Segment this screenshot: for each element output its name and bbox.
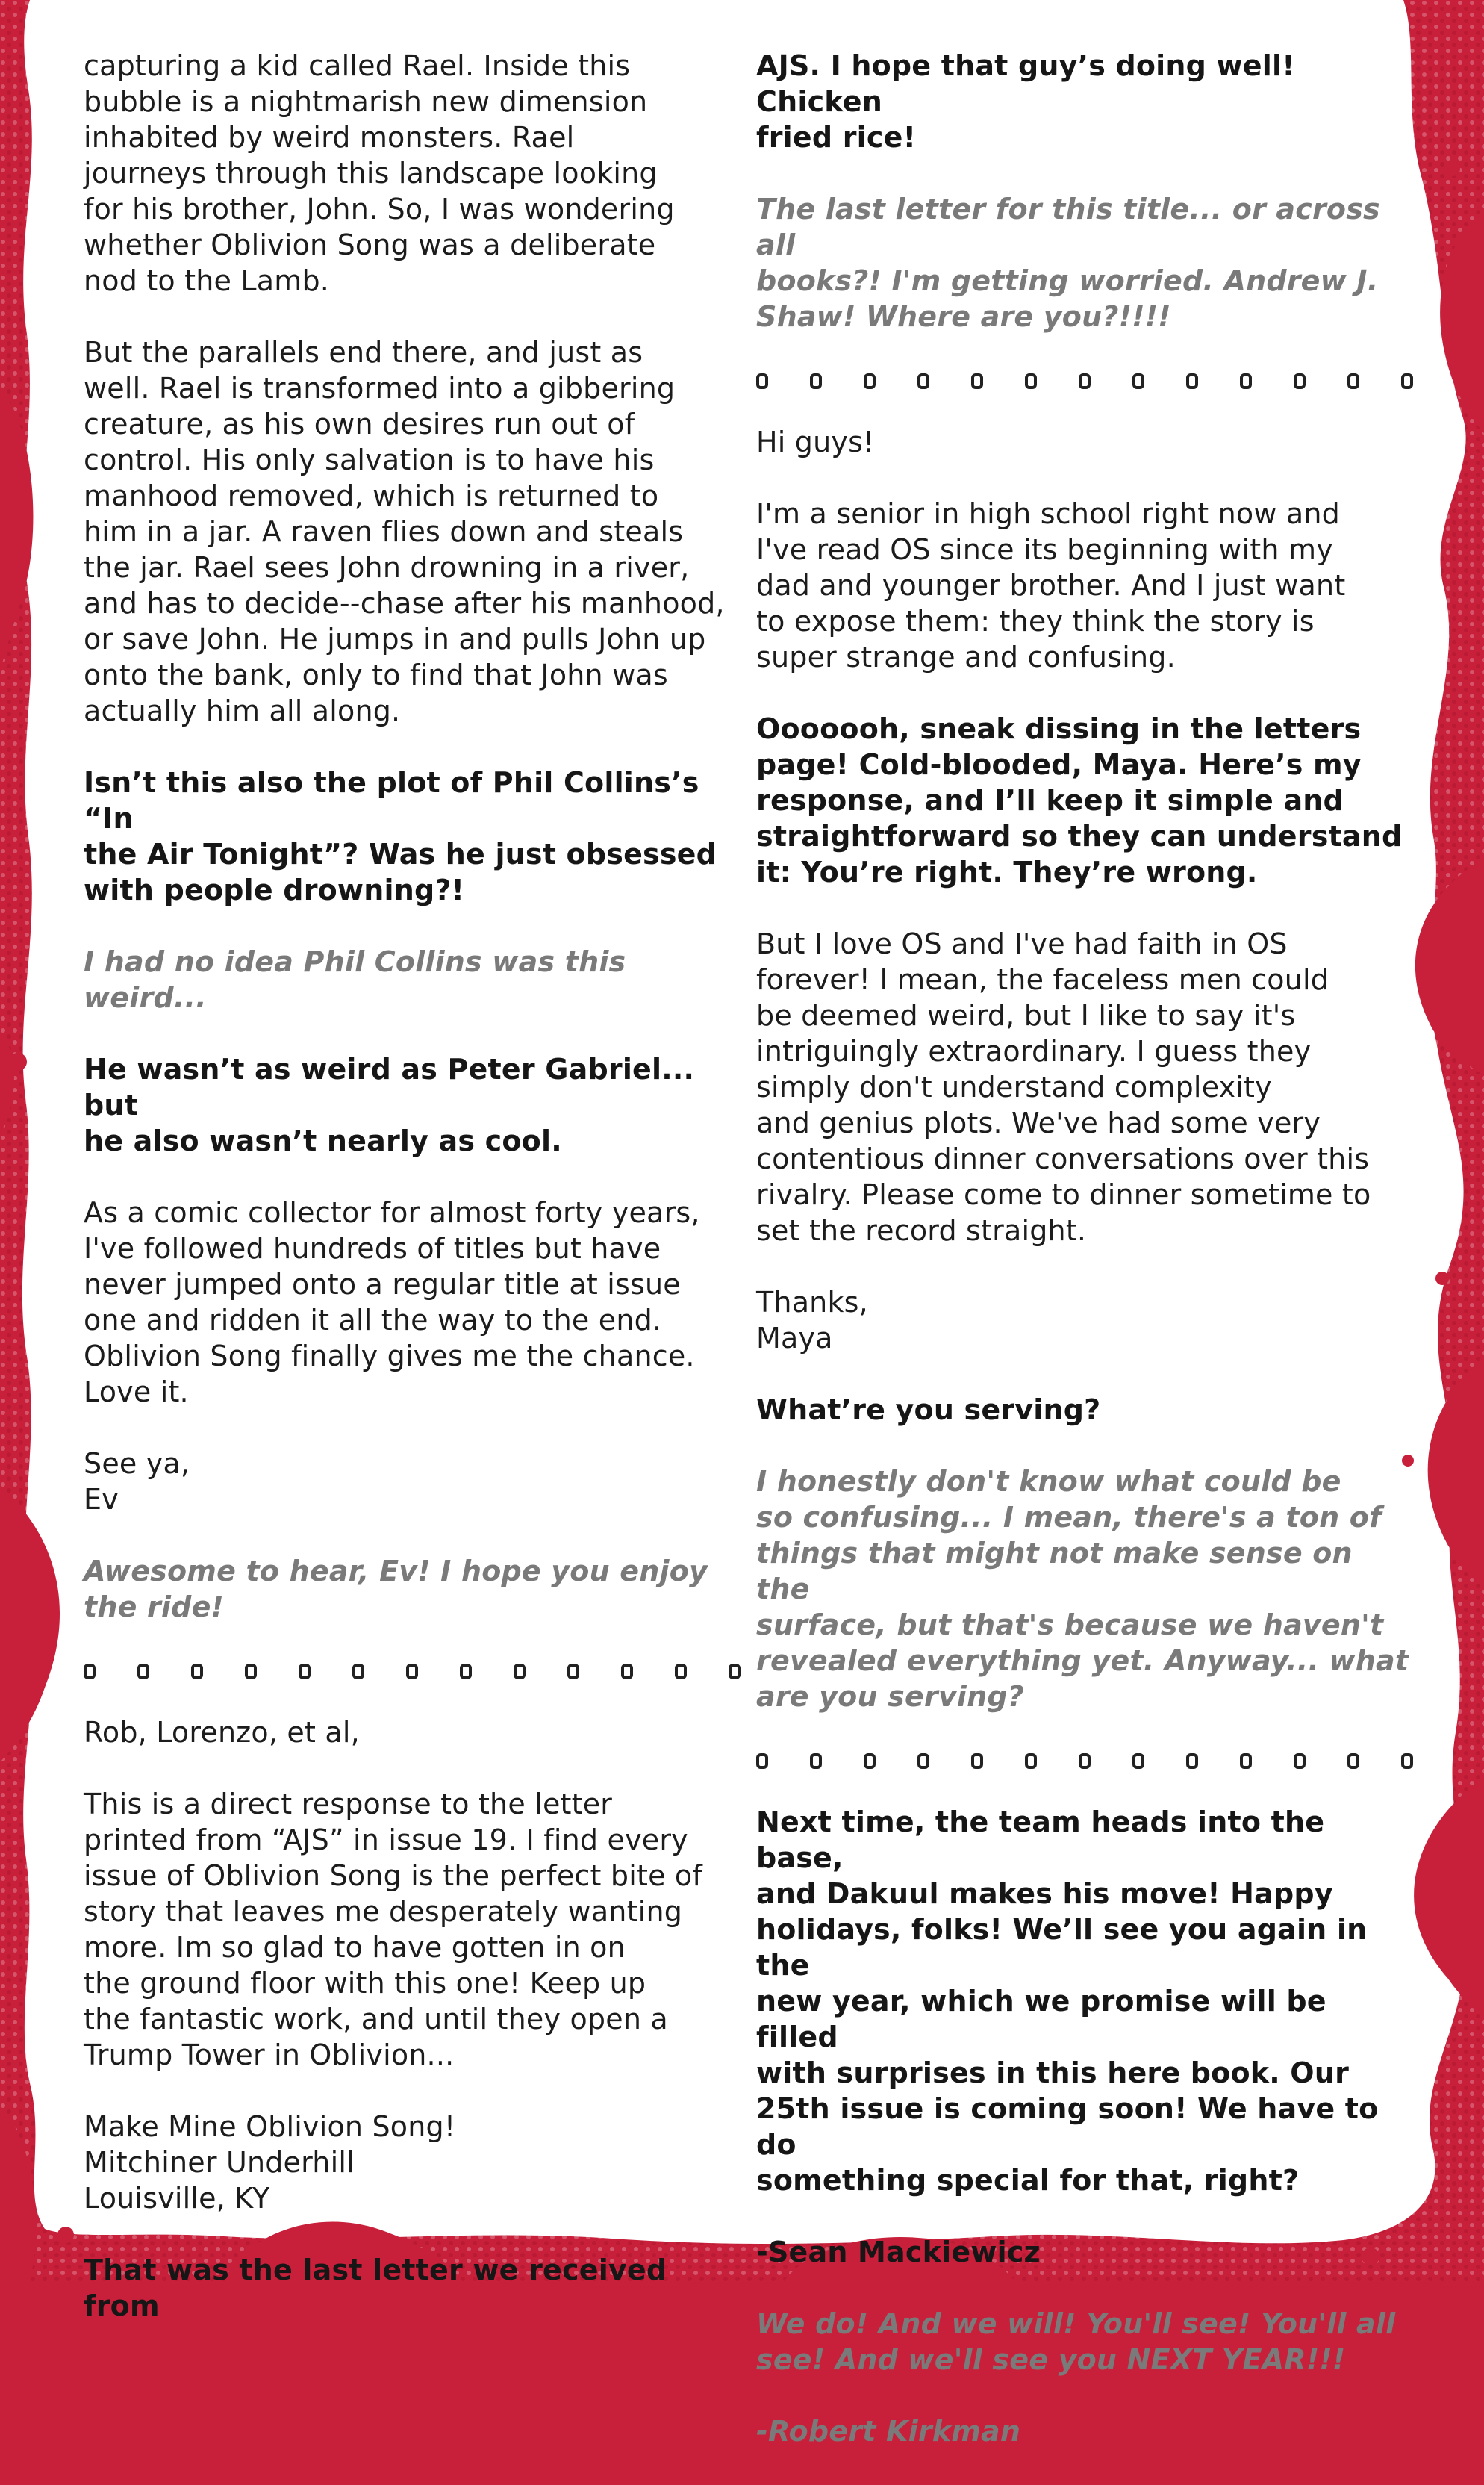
divider-dot [1025,373,1037,389]
divider-dot [1347,1753,1359,1769]
divider-dot [756,1753,768,1769]
letters-column-left [84,48,741,2360]
editor-response: Isn’t this also the plot of Phil Collins’s “In the Air Tonight”? Was he just obsessed with people drowning?! [84,766,717,906]
divider-dot [1079,373,1091,389]
letter-paragraph: But I love OS and I've had faith in OS forever! I mean, the faceless men could be deemed weird, but I like to say it's intriguingly extraordinary. I guess they simply don't understand complexity and genius plots. We've had some very contentious dinner conversations over this rivalry. Please come to dinner sometime to set the record straight. [756,927,1371,1247]
divider-dot [299,1664,311,1679]
editor-aside: The last letter for this title... or across all books?! I'm getting worried. Andrew J. Shaw! Where are you?!!!! [756,193,1380,333]
section-divider [756,370,1413,391]
divider-dot [137,1664,149,1679]
editor-response: Ooooooh, sneak dissing in the letters page! Cold-blooded, Maya. Here’s my response, and I’ll keep it simple and straightforward so they can understand it: You’re right. They’re wrong. [756,712,1403,889]
divider-dot [1294,373,1306,389]
letter-paragraph: Rob, Lorenzo, et al, [84,1716,360,1749]
divider-dot [1347,373,1359,389]
divider-dot [1186,1753,1198,1769]
divider-dot [1240,1753,1252,1769]
letter-paragraph: But the parallels end there, and just as well. Rael is transformed into a gibbering creature, as his own desires run out of control. His only salvation is to have his manhood removed, which is returned to him in a jar. A raven flies down and steals the jar. Rael sees John drowning in a river, and has to decide--chase after his manhood, or save John. He jumps in and pulls John up onto the bank, only to find that John was actually him all along. [84,336,725,727]
divider-dot [621,1664,633,1679]
editor-aside: We do! And we will! You'll see! You'll all see! And we'll see you NEXT YEAR!!! [756,2307,1396,2376]
editor-aside: I honestly don't know what could be so confusing... I mean, there's a ton of things that might not make sense on the surface, but that's because we haven't revealed everything yet. Anyway... what are you serving? [756,1465,1409,1713]
editor-aside: I had no idea Phil Collins was this weird... [84,945,626,1014]
letter-paragraph: Hi guys! [756,426,875,458]
letter-paragraph: See ya, Ev [84,1447,190,1516]
divider-dot [352,1664,364,1679]
letter-paragraph: Make Mine Oblivion Song! Mitchiner Underhill Louisville, KY [84,2110,456,2215]
divider-dot [917,1753,929,1769]
divider-dot [514,1664,526,1679]
editor-aside: Awesome to hear, Ev! I hope you enjoy the ride! [84,1555,708,1623]
divider-dot [1294,1753,1306,1769]
divider-dot [191,1664,203,1679]
divider-dot [460,1664,472,1679]
divider-dot [1401,1753,1413,1769]
divider-dot [729,1664,741,1679]
letter-paragraph: This is a direct response to the letter printed from “AJS” in issue 19. I find every issue of Oblivion Song is the perfect bite of story that leaves me desperately wanting more. Im so glad to have gotten in on the ground floor with this one! Keep up the fantastic work, and until they open a Trump Tower in Oblivion... [84,1788,702,2071]
divider-dot [1132,1753,1144,1769]
letter-paragraph: capturing a kid called Rael. Inside this bubble is a nightmarish new dimension inhabited by weird monsters. Rael journeys through this landscape looking for his brother, John. So, I was wondering whether Oblivion Song was a deliberate nod to the Lamb. [84,49,675,297]
divider-dot [1186,373,1198,389]
editor-response: He wasn’t as weird as Peter Gabriel... but he also wasn’t nearly as cool. [84,1053,695,1157]
divider-dot [1132,373,1144,389]
section-divider [84,1661,741,1682]
divider-dot [84,1664,96,1679]
divider-dot [406,1664,418,1679]
divider-dot [864,373,876,389]
divider-dot [1240,373,1252,389]
divider-dot [756,373,768,389]
divider-dot [245,1664,257,1679]
divider-dot [971,1753,983,1769]
divider-dot [810,373,822,389]
editor-response: AJS. I hope that guy’s doing well! Chicken fried rice! [756,49,1295,154]
divider-dot [917,373,929,389]
letter-paragraph: I'm a senior in high school right now and I've read OS since its beginning with my dad and younger brother. And I just want to expose them: they think the story is super strange and confusing. [756,497,1346,674]
divider-dot [1025,1753,1037,1769]
letter-paragraph: As a comic collector for almost forty years, I've followed hundreds of titles but have never jumped onto a regular title at issue one and ridden it all the way to the end. Oblivion Song finally gives me the chance. Love it. [84,1196,700,1408]
section-divider [756,1750,1413,1771]
divider-dot [567,1664,579,1679]
editor-response: What’re you serving? [756,1393,1101,1426]
divider-dot [675,1664,687,1679]
divider-dot [864,1753,876,1769]
divider-dot [971,373,983,389]
editor-response: Next time, the team heads into the base, and Dakuul makes his move! Happy holidays, folks! We’ll see you again in the new year, which we promise will be filled with surprises in this here book. Our 25th issue is coming soon! We have to do something special for that, right? [756,1806,1379,2197]
letters-column-right [756,48,1413,2485]
divider-dot [1079,1753,1091,1769]
editor-response: -Sean Mackiewicz [756,2236,1041,2268]
editor-response: That was the last letter we received from [84,2254,667,2322]
letter-paragraph: Thanks, Maya [756,1286,868,1355]
divider-dot [810,1753,822,1769]
editor-aside: -Robert Kirkman [756,2415,1021,2448]
divider-dot [1401,373,1413,389]
